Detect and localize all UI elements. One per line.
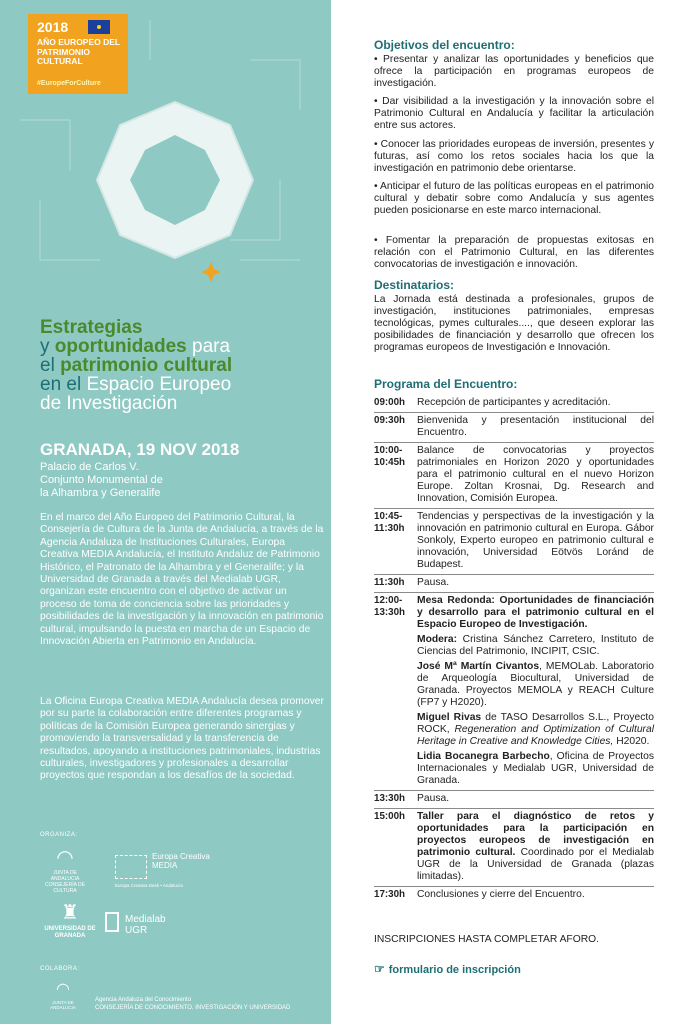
intro-paragraph: En el marco del Año Europeo del Patrimonio Cultural, la Consejería de Cultura de la Junta de Andalucía, a través de la Agencia Andaluza de Instituciones Culturales, Europa Creativa MEDIA Andalucía, el Instituto Andaluz de Patrimonio Histórico, el Patronato de la Alhambra y el Generalife; y la Universidad de Granada a través del Medialab UGR, organizan este encuentro con el objetivo de activar un proceso de toma de conciencia sobre las prioridades y posibilidades de la investigación y la innovación en patrimonio cultural, impulsando la puesta en marcha de un Espacio de Innovación Abierta en Patrimonio en Andalucía. (40, 512, 324, 648)
venue-line: Palacio de Carlos V. (40, 461, 139, 473)
eu-stars-icon (115, 855, 147, 879)
program-description (417, 809, 654, 886)
program-time: 17:30h (374, 889, 406, 900)
title-fragment: para (186, 336, 231, 357)
program-row (374, 887, 654, 904)
logo-text: JUNTA DE ANDALUCIA (50, 870, 80, 882)
project-title: Regeneration and Optimization of Cultural Heritage in Creative and Knowledge Cities, (417, 724, 654, 747)
program-row (374, 413, 654, 443)
program-time: 10:45-11:30h (374, 511, 405, 534)
registration-form-link[interactable] (374, 962, 521, 976)
program-description: Tendencias y perspectivas de la investigación y la innovación en patrimonio cultural en Europa. Gábor Sonkoly, Experto europeo en patrimonio cultural e innovación, Universidad Eötvös Loránd de Budapest. (417, 511, 654, 570)
ugr-crest-icon: ♜ (61, 902, 79, 924)
collaborator-agency: Agencia Andaluza del Conocimiento (95, 997, 192, 1003)
program-time: 10:00-10:45h (374, 445, 406, 468)
title-fragment: y (40, 336, 55, 357)
objetivos-heading: Objetivos del encuentro: (374, 38, 515, 52)
panelist-text: , Oficina de Proyectos Internacionales y Medialab UGR, Universidad de Granada. (417, 751, 654, 786)
event-title (40, 318, 325, 413)
eu-flag-icon (88, 20, 110, 34)
right-panel (331, 0, 694, 1024)
junta-emblem-icon: ◠ (56, 847, 74, 869)
pointing-hand-icon: ☞ (374, 962, 385, 976)
logo-text: CONSEJERÍA DE CULTURA (44, 882, 85, 894)
program-row (374, 395, 654, 413)
objetivo-item: • Anticipar el futuro de las políticas europeas en el patrimonio cultural y debatir sobre como Andalucía y sus agentes pueden posicionarse en este marco internacional. (374, 181, 654, 216)
moderator-text: Cristina Sánchez Carretero, Instituto de Ciencias del Patrimonio, INCIPIT, CSIC. (417, 634, 654, 657)
program-time: 09:30h (374, 415, 406, 426)
panelist-text: , MEMOLab. Laboratorio de Arqueología Biocultural, Universidad de Granada. Proyectos MEMOLA y REACH Culture (FP7 y H2020). (417, 661, 654, 708)
european-heritage-year-badge (28, 14, 128, 94)
programa-heading: Programa del Encuentro: (374, 377, 518, 391)
program-time: 12:00-13:30h (374, 595, 406, 618)
collaborator-consejeria: CONSEJERÍA DE CONOCIMIENTO, INVESTIGACIÓN Y UNIVERSIDAD (95, 1005, 291, 1011)
objetivo-item: • Conocer las prioridades europeas de inversión, presentes y futuras, así como los retos sociales hacia los que la investigación en patrimonio debe orientarse. (374, 139, 654, 174)
round-table-description (417, 593, 654, 790)
title-fragment: de Investigación (40, 393, 178, 414)
program-description: Pausa. (417, 577, 450, 588)
panelist-name: Miguel Rivas (417, 712, 482, 723)
objetivo-item: • Presentar y analizar las oportunidades y beneficios que ofrece la participación en programas europeos de investigación. (374, 54, 654, 89)
colabora-label: COLABORA: (40, 966, 80, 972)
venue-line: la Alhambra y Generalife (40, 487, 161, 499)
program-row (374, 575, 654, 593)
program-description: Pausa. (417, 793, 450, 804)
program-row (374, 443, 654, 509)
program-table (374, 395, 654, 904)
event-date: GRANADA, 19 NOV 2018 (40, 440, 240, 459)
program-description: Recepción de participantes y acreditación. (417, 397, 611, 408)
moderator-label: Modera: (417, 634, 458, 645)
logo-text: Europa Creativa Desk • Andalucía (115, 883, 183, 888)
junta-andalucia-logo (40, 980, 86, 1016)
program-time: 15:00h (374, 811, 406, 822)
intro-paragraph: La Oficina Europa Creativa MEDIA Andalucía desea promover por su parte la colaboración entre diferentes programas y políticas de la Comisión Europea generando sinergias y promoviendo la transversalidad y la transferencia de resultados, apoyando a instituciones patrimoniales, industrias culturales, investigadores y profesionales a desarrollar proyectos que respondan a los desafíos de la sociedad. (40, 696, 324, 782)
panelist-text: H2020. (613, 736, 650, 747)
program-description: Balance de convocatorias y proyectos patrimoniales en Horizon 2020 y oportunidades para el patrimonio cultural en el nuevo Horizon Europe. Zoltan Krosnai, Dg. Research and Innovation, Comisión Europea. (417, 445, 654, 504)
collaborator-text (95, 996, 290, 1012)
program-time: 09:00h (374, 397, 406, 408)
badge-year: 2018 (37, 19, 69, 35)
ugr-logo (40, 900, 100, 946)
venue-line: Conjunto Monumental de (40, 474, 163, 486)
panelist-name: Lidia Bocanegra Barbecho (417, 751, 550, 762)
objetivo-item: • Fomentar la preparación de propuestas exitosas en relación con el Patrimonio Cultural, en las diferentes convocatorias de investigación e innovación. (374, 235, 654, 270)
workshop-text: Coordinado por el Medialab UGR de la Universidad de Granada (plazas limitadas). (417, 847, 654, 882)
title-word-oportunidades: oportunidades (54, 336, 187, 357)
logo-text: Europa Creativa MEDIA (152, 852, 210, 870)
event-venue (40, 461, 163, 500)
program-row (374, 791, 654, 809)
program-row (374, 593, 654, 791)
left-panel (0, 0, 331, 1024)
registration-form-label[interactable]: formulario de inscripción (388, 964, 521, 976)
registration-note: INSCRIPCIONES HASTA COMPLETAR AFORO. (374, 934, 600, 945)
program-row (374, 509, 654, 575)
title-fragment: el (40, 355, 61, 376)
logo-text: UNIVERSIDAD DE GRANADA (44, 926, 96, 939)
title-fragment: Espacio Europeo (86, 374, 232, 395)
round-table-title: Mesa Redonda: Oportunidades de financiación y desarrollo para el patrimonio cultural en el Espacio Europeo de Investigación. (417, 595, 654, 630)
medialab-icon (105, 912, 119, 932)
program-row (374, 809, 654, 887)
title-word-patrimonio: patrimonio cultural (60, 355, 233, 376)
logo-text: JUNTA DE ANDALUCIA (50, 1000, 76, 1010)
junta-emblem-icon: ◠ (56, 981, 70, 998)
logo-text: Medialab UGR (125, 914, 166, 936)
organiza-label: ORGANIZA: (40, 832, 78, 838)
panelist-name: José Mª Martín Civantos (417, 661, 540, 672)
workshop-title: Taller para el diagnóstico de retos y oportunidades para la participación en proyectos europeos de investigación en patrimonio cultural. (417, 811, 654, 858)
panelist-text: de TASO Desarrollos S.L., Proyecto ROCK, (417, 712, 654, 735)
destinatarios-text: La Jornada está destinada a profesionales, grupos de investigación, instituciones patrimoniales, empresas tecnológicas, pymes culturales...., que deseen explorar las posibilidades de financiación y desarrollo que ofrecen los programas europeos de Investigación e Innovación. (374, 294, 654, 353)
title-fragment: en el (40, 374, 87, 395)
badge-hashtag: #EuropeForCulture (37, 80, 101, 87)
program-description: Bienvenida y presentación institucional del Encuentro. (417, 415, 654, 438)
destinatarios-heading: Destinatarios: (374, 278, 455, 292)
objetivo-item: • Dar visibilidad a la investigación y la innovación sobre el Patrimonio Cultural en Andalucía y facilitar la articulación entre sus actores. (374, 96, 654, 131)
program-time: 13:30h (374, 793, 406, 804)
program-description: Conclusiones y cierre del Encuentro. (417, 889, 585, 900)
program-time: 11:30h (374, 577, 405, 588)
europa-creativa-logo (115, 852, 265, 892)
badge-text: AÑO EUROPEO DEL PATRIMONIO CULTURAL (37, 37, 120, 66)
title-word-estrategias: Estrategias (40, 317, 143, 338)
junta-andalucia-logo (40, 846, 90, 892)
